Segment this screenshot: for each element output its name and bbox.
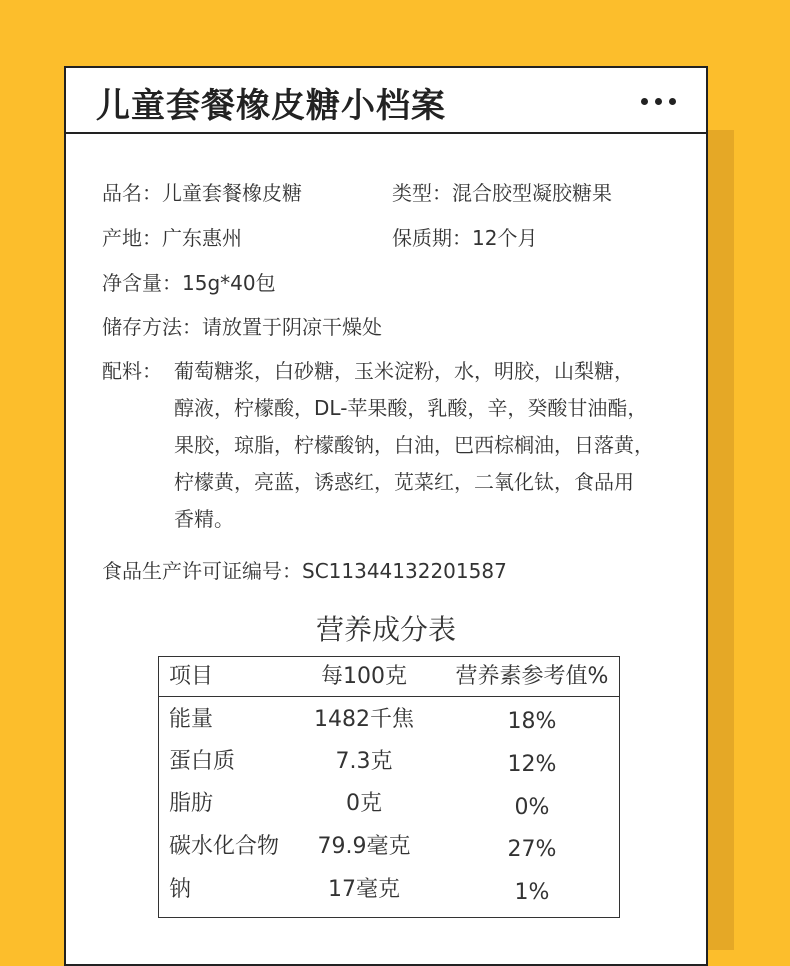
card-title: 儿童套餐橡皮糖小档案 xyxy=(96,86,446,126)
product-storage: 储存方法：请放置于阴凉干燥处 xyxy=(102,315,382,339)
table-cell-nrv: 0% xyxy=(514,795,550,820)
ingredients-line: 葡萄糖浆，白砂糖，玉米淀粉，水，明胶，山梨糖， xyxy=(174,359,634,383)
table-cell-item: 蛋白质 xyxy=(169,749,236,774)
table-cell-nrv: 1% xyxy=(514,880,550,905)
table-cell-item: 脂肪 xyxy=(169,791,214,816)
ingredients-label: 配料： xyxy=(102,359,162,383)
ingredients-line: 香精。 xyxy=(174,507,234,531)
product-net-content: 净含量：15g*40包 xyxy=(102,271,276,295)
table-header-divider xyxy=(159,696,619,697)
table-cell-nrv: 27% xyxy=(507,837,557,862)
product-shelf-life: 保质期：12个月 xyxy=(392,226,538,250)
more-options-icon[interactable] xyxy=(641,98,676,105)
table-cell-item: 钠 xyxy=(169,877,192,902)
table-cell-amount: 1482千焦 xyxy=(314,707,414,732)
ingredients-line: 果胶，琼脂，柠檬酸钠，白油，巴西棕榈油，日落黄， xyxy=(174,433,654,457)
table-cell-nrv: 12% xyxy=(507,752,557,777)
dot-icon xyxy=(641,98,648,105)
dot-icon xyxy=(669,98,676,105)
product-type: 类型：混合胶型凝胶糖果 xyxy=(392,181,612,205)
table-cell-item: 能量 xyxy=(169,707,214,732)
product-origin: 产地：广东惠州 xyxy=(102,226,242,250)
table-cell-amount: 0克 xyxy=(346,791,382,816)
card-header xyxy=(66,68,706,134)
ingredients-line: 醇液，柠檬酸，DL-苹果酸，乳酸，辛，癸酸甘油酯， xyxy=(174,396,648,420)
table-cell-nrv: 18% xyxy=(507,709,557,734)
product-info-card xyxy=(64,66,708,966)
product-name: 品名：儿童套餐橡皮糖 xyxy=(102,181,302,205)
nutrition-table-title: 营养成分表 xyxy=(315,613,456,646)
table-cell-amount: 7.3克 xyxy=(335,749,393,774)
license-number: 食品生产许可证编号：SC11344132201587 xyxy=(102,559,507,583)
table-cell-amount: 79.9毫克 xyxy=(317,834,411,859)
ingredients-line: 柠檬黄，亮蓝，诱惑红，苋菜红，二氧化钛，食品用 xyxy=(174,470,634,494)
table-header-per100g: 每100克 xyxy=(321,664,407,689)
nutrition-table xyxy=(158,656,620,918)
table-cell-amount: 17毫克 xyxy=(328,877,400,902)
table-header-item: 项目 xyxy=(169,664,214,689)
table-header-nrv: 营养素参考值% xyxy=(455,664,609,689)
dot-icon xyxy=(655,98,662,105)
table-cell-item: 碳水化合物 xyxy=(169,834,280,859)
